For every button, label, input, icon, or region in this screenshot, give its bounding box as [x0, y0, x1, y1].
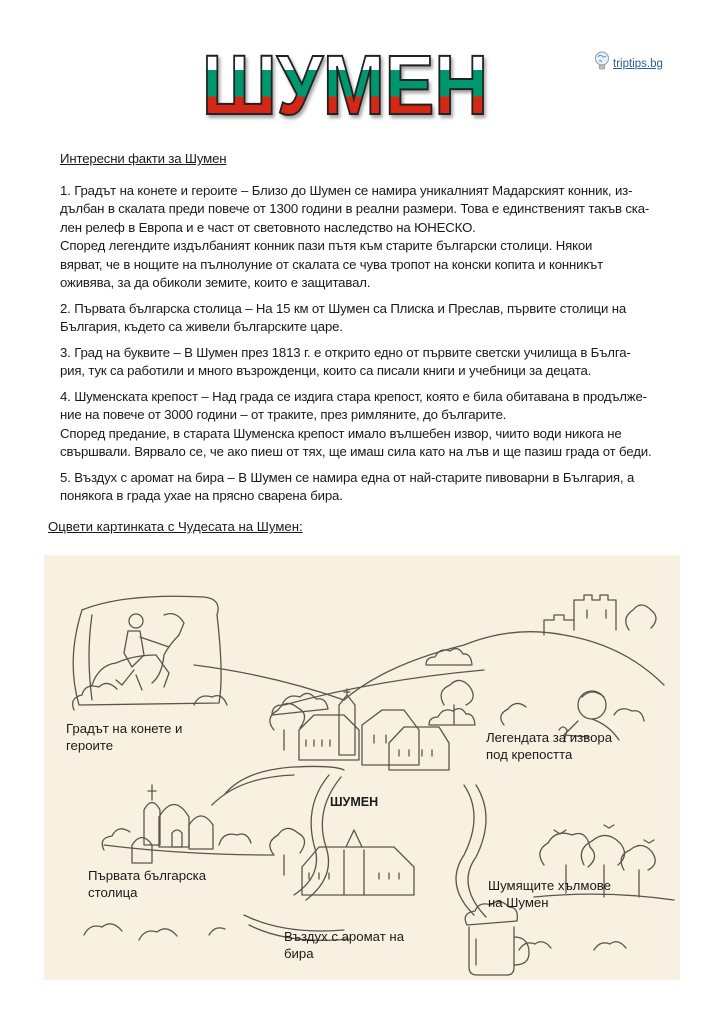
- road: [294, 775, 341, 900]
- fact-item: [60, 182, 688, 293]
- fact-line: понякога в града ухае на прясно сварена бира.: [60, 488, 343, 503]
- cloud-icon: [429, 709, 475, 725]
- tree-icon: [441, 680, 473, 725]
- coloring-heading: Оцвети картинката с Чудесата на Шумен:: [48, 519, 303, 534]
- cloud-icon: [272, 693, 328, 715]
- label-horseman: Градът на конете и героите: [66, 721, 183, 753]
- capital-church-drawing: [102, 785, 274, 863]
- fact-item: [60, 344, 688, 381]
- fact-item: [60, 300, 688, 337]
- hill-outline: [284, 670, 484, 705]
- tree-icon: [626, 605, 656, 630]
- coloring-illustration: [44, 555, 680, 980]
- title-flag-lettering: [198, 38, 492, 132]
- fact-line: оживява, за да обиколи земите, които е защитавал.: [60, 275, 371, 290]
- fact-line: вярват, че в нощите на пълнолуние от скалата се чува тропот на конски копита и конникът: [60, 256, 603, 272]
- fact-item: [60, 388, 688, 462]
- label-hills: Шумящите хълмове на Шумен: [488, 878, 611, 910]
- fact-line: Според легендите издълбаният конник пази пътя към старите български столици. Някои: [60, 238, 593, 253]
- label-capital: Първата българска столица: [88, 868, 207, 900]
- fact-line: свършвали. Вярвало се, че ако пиеш от тях, ще имаш сила като на лъв и ще пазиш града от беди.: [60, 444, 652, 459]
- label-beer: Въздух с аромат на бира: [284, 929, 405, 961]
- beer-mug-icon: [465, 901, 529, 975]
- cloud-icon: [426, 649, 472, 665]
- facts-section: [60, 150, 688, 513]
- hill-outline: [194, 632, 664, 700]
- brewery-drawing: [270, 828, 414, 895]
- page-title: [198, 38, 492, 132]
- fact-line: България, където са живели българските царе.: [60, 319, 343, 334]
- fact-line: 1. Градът на конете и героите – Близо до Шумен се намира уникалният Мадарският конник, из-: [60, 182, 633, 198]
- road: [212, 766, 344, 805]
- fact-line: 4. Шуменската крепост – Над града се издига стара крепост, която е била обитавана в продълже-: [60, 388, 647, 404]
- madara-horseman-rock: [73, 596, 227, 710]
- bush-icon: [73, 683, 227, 710]
- city-label: ШУМЕН: [330, 795, 379, 809]
- fact-line: 3. Град на буквите – В Шумен през 1813 г. е открито едно от първите светски училища в Бълга-: [60, 344, 631, 360]
- fact-line: ние на повече от 3000 години – от траките, през римляните, до българите.: [60, 407, 507, 422]
- fact-line: дълбан в скалата преди повече от 1300 години в реални размери. Това е единственият такъв ска-: [60, 201, 650, 216]
- brand-link[interactable]: [594, 51, 663, 76]
- road: [456, 785, 486, 917]
- facts-heading: Интересни факти за Шумен: [60, 151, 227, 166]
- fact-line: Според предание, в старата Шуменска крепост имало вълшебен извор, чиито води никога не: [60, 425, 622, 441]
- fact-item: [60, 469, 688, 506]
- brand-label[interactable]: triptips.bg: [613, 57, 663, 70]
- title-text: ШУМЕН: [202, 38, 488, 132]
- fact-line: 2. Първата българска столица – На 15 км от Шумен са Плиска и Преслав, първите столици на: [60, 300, 627, 316]
- label-spring: Легендата за извора под крепостта: [486, 730, 613, 762]
- lightbulb-globe-icon: [594, 51, 610, 76]
- fortress-drawing: [544, 595, 656, 635]
- fact-line: лен релеф в Европа и е част от световното наследство на ЮНЕСКО.: [60, 219, 476, 235]
- fact-line: рия, тук са работили и много възрожденци, които са писали книги и учебници за децата.: [60, 363, 592, 378]
- fact-line: 5. Въздух с аромат на бира – В Шумен се намира една от най-старите пивоварни в България, а: [60, 469, 635, 485]
- tree-icon: [270, 828, 305, 875]
